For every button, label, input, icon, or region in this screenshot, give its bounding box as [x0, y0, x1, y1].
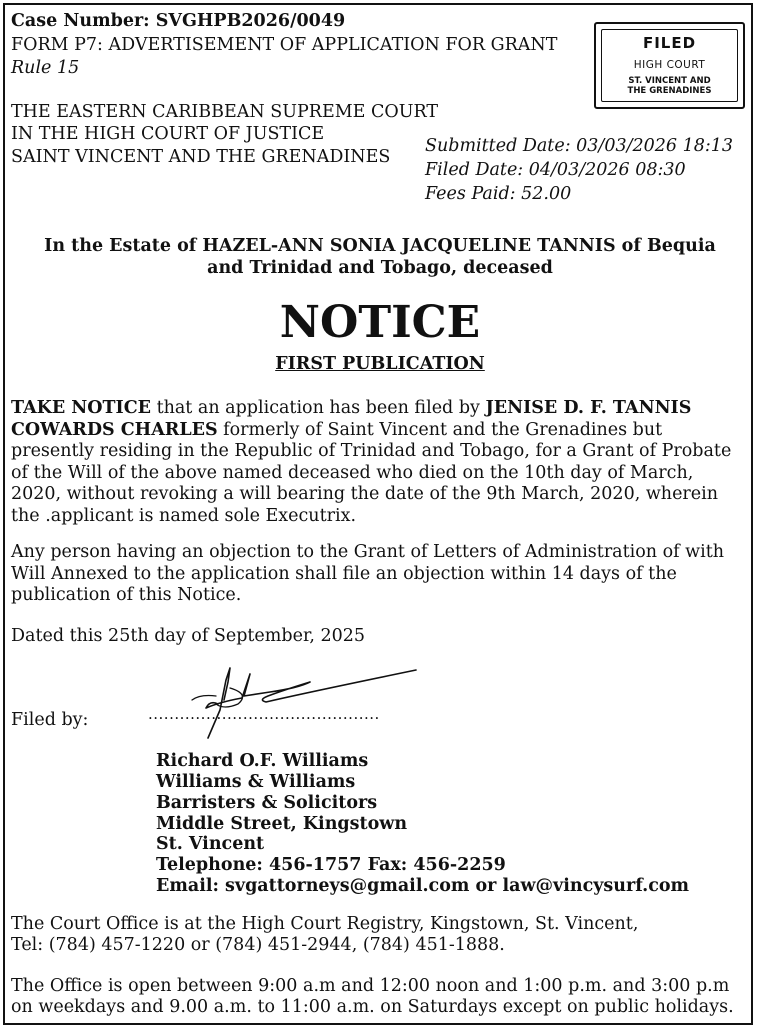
stamp-line3: THE GRENADINES: [627, 86, 712, 96]
filer-street: Middle Street, Kingstown: [156, 814, 408, 834]
stamp-line2: ST. VINCENT AND: [628, 76, 711, 86]
estate-line2: and Trinidad and Tobago, deceased: [207, 258, 553, 278]
filed-stamp-inner: [601, 29, 738, 102]
stamp-line1: HIGH COURT: [633, 59, 706, 71]
court-office-line1: The Court Office is at the High Court Registry, Kingstown, St. Vincent,: [11, 914, 639, 934]
p1-text-a: that an application has been filed by: [151, 398, 486, 418]
rule-reference: Rule 15: [11, 58, 80, 78]
filer-name: Richard O.F. Williams: [156, 751, 369, 771]
notice-paragraph-1: [11, 398, 747, 527]
fees-paid: Fees Paid: 52.00: [425, 184, 572, 204]
court-name-line2: IN THE HIGH COURT OF JUSTICE: [11, 124, 325, 144]
office-hours-line1: The Office is open between 9:00 a.m and 12:00 noon and 1:00 p.m. and 3:00 p.m: [11, 976, 730, 996]
filed-date: Filed Date: 04/03/2026 08:30: [425, 160, 686, 180]
filed-by-label: Filed by:: [11, 710, 89, 730]
filer-email: Email: svgattorneys@gmail.com or law@vincysurf.com: [156, 876, 690, 896]
office-hours-line2: on weekdays and 9.00 a.m. to 11:00 a.m. on Saturdays except on public holidays.: [11, 997, 734, 1017]
filer-firm: Williams & Williams: [156, 772, 356, 792]
filed-stamp: [594, 22, 745, 109]
court-office-line2: Tel: (784) 457-1220 or (784) 451-2944, (784) 451-1888.: [11, 935, 505, 955]
submitted-date: Submitted Date: 03/03/2026 18:13: [425, 136, 734, 156]
filer-phone: Telephone: 456-1757 Fax: 456-2259: [156, 855, 506, 875]
notice-paragraph-2: Any person having an objection to the Grant of Letters of Administration of with Will Annexed to the application shall file an objection within 14 days of the publication of this Notice.: [11, 542, 725, 605]
notice-title: NOTICE: [279, 297, 481, 348]
dated-line: Dated this 25th day of September, 2025: [11, 626, 366, 646]
stamp-title: FILED: [642, 34, 697, 52]
court-name-line3: SAINT VINCENT AND THE GRENADINES: [11, 147, 391, 167]
court-name-line1: THE EASTERN CARIBBEAN SUPREME COURT: [11, 102, 439, 122]
take-notice-lead: TAKE NOTICE: [11, 398, 151, 418]
filer-profession: Barristers & Solicitors: [156, 793, 378, 813]
filer-country: St. Vincent: [156, 834, 265, 854]
signature-image: [180, 660, 430, 742]
p1-text-b: formerly of Saint Vincent and the Grenadines but presently residing in the Republic of Trinidad and Tobago, for a Grant of Probate of the Will of the above named deceased who died on the 10th day of March, 2020, without revoking a will bearing the date of the 9th March, 2020, wherein the .applicant is named sole Executrix.: [11, 419, 732, 526]
case-number: Case Number: SVGHPB2026/0049: [11, 11, 346, 31]
form-title: FORM P7: ADVERTISEMENT OF APPLICATION FOR GRANT: [11, 35, 558, 55]
notice-subtitle: FIRST PUBLICATION: [275, 354, 485, 374]
applicant-name: JENISE D. F. TANNIS COWARDS CHARLES: [11, 398, 692, 440]
estate-line1: In the Estate of HAZEL-ANN SONIA JACQUELINE TANNIS of Bequia: [44, 236, 716, 256]
signature-dotted-line: ............................................: [148, 705, 380, 723]
